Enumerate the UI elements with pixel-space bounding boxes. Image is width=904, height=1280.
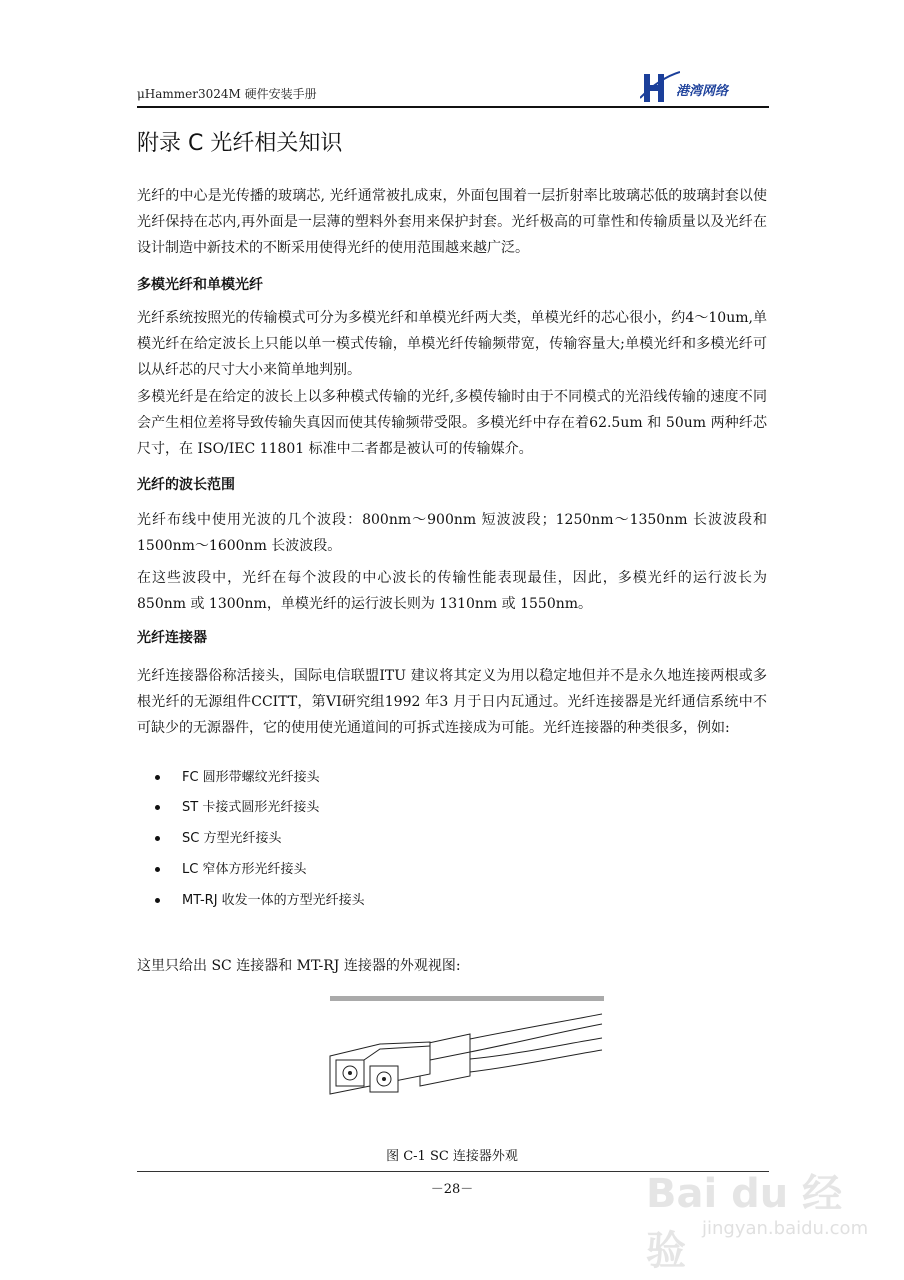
section-heading-modes: 多模光纤和单模光纤 bbox=[137, 277, 263, 293]
wavelength-paragraph-1: 光纤布线中使用光波的几个波段：800nm～900nm 短波波段；1250nm～1350nm 长波波段和1500nm～1600nm 长波波段。 bbox=[137, 512, 767, 554]
list-item: FC 圆形带螺纹光纤接头 bbox=[155, 766, 320, 785]
section-heading-wavelength: 光纤的波长范围 bbox=[137, 477, 235, 493]
modes-paragraph-2: 多模光纤是在给定的波长上以多种模式传输的光纤,多模传输时由于不同模式的光沿线传输的速度不同会产生相位差将导致传输失真因而使其传输频带受限。多模光纤中存在着62.5um 和 50um 两种纤芯尺寸，在 ISO/IEC 11801 标准中二者都是被认可的传输媒介。 bbox=[137, 389, 767, 457]
figure-intro-text: 这里只给出 SC 连接器和 MT-RJ 连接器的外观视图: bbox=[137, 958, 461, 974]
connectors-paragraph: 光纤连接器俗称活接头，国际电信联盟ITU 建议将其定义为用以稳定地但并不是永久地连接两根或多根光纤的无源组件CCITT，第VI研究组1992 年3 月于日内瓦通过。光纤连接器是光纤通信系统中不可缺少的无源器件，它的使用使光通道间的可拆式连接成为可能。光纤连接器的种类很多，例如: bbox=[137, 668, 767, 736]
list-item: SC 方型光纤接头 bbox=[155, 827, 281, 846]
watermark-brand: Bai du 经验 bbox=[646, 1171, 843, 1274]
page-number: －28－ bbox=[430, 1182, 474, 1197]
logo-mark-icon bbox=[640, 68, 680, 108]
section-heading-connectors: 光纤连接器 bbox=[137, 630, 207, 646]
bullet-icon bbox=[155, 836, 160, 841]
list-item: ST 卡接式圆形光纤接头 bbox=[155, 796, 319, 815]
modes-paragraph-1: 光纤系统按照光的传输模式可分为多模光纤和单模光纤两大类，单模光纤的芯心很小，约4～10um,单模光纤在给定波长上只能以单一模式传输，单模光纤传输频带宽，传输容量大;单模光纤和多模光纤可以从纤芯的尺寸大小来简单地判别。 bbox=[137, 310, 767, 378]
bullet-icon bbox=[155, 805, 160, 810]
bullet-icon bbox=[155, 898, 160, 903]
sc-connector-figure bbox=[320, 994, 610, 1104]
bullet-icon bbox=[155, 775, 160, 780]
baidu-watermark bbox=[640, 1158, 869, 1274]
page-title: 附录 C 光纤相关知识 bbox=[137, 131, 343, 156]
figure-caption: 图 C-1 SC 连接器外观 bbox=[386, 1149, 518, 1164]
bullet-icon bbox=[155, 867, 160, 872]
wavelength-paragraph-2: 在这些波段中，光纤在每个波段的中心波长的传输性能表现最佳，因此，多模光纤的运行波长为 850nm 或 1300nm，单模光纤的运行波长则为 1310nm 或 1550nm。 bbox=[137, 570, 767, 612]
watermark-url: jingyan.baidu.com bbox=[702, 1218, 869, 1239]
company-logo bbox=[640, 68, 764, 108]
logo-text: 港湾网络 bbox=[676, 84, 729, 99]
list-item: MT-RJ 收发一体的方型光纤接头 bbox=[155, 889, 365, 908]
manual-header-title: μHammer3024M 硬件安装手册 bbox=[137, 87, 317, 101]
header-rule bbox=[137, 106, 769, 108]
list-item: LC 窄体方形光纤接头 bbox=[155, 858, 306, 877]
intro-paragraph: 光纤的中心是光传播的玻璃芯, 光纤通常被扎成束，外面包围着一层折射率比玻璃芯低的玻璃封套以使光纤保持在芯内,再外面是一层薄的塑料外套用来保护封套。光纤极高的可靠性和传输质量以及光纤在设计制造中新技术的不断采用使得光纤的使用范围越来越广泛。 bbox=[137, 188, 767, 256]
